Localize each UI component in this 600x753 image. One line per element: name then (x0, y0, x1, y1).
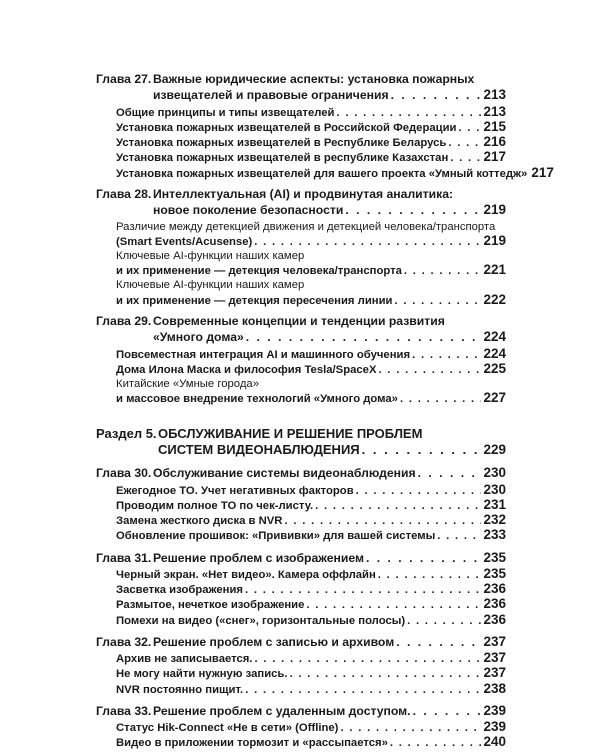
toc-entry (116, 150, 506, 165)
chapter-heading-continued (96, 202, 506, 218)
toc-entry (116, 347, 506, 362)
entry-page-number: 230 (483, 481, 506, 497)
chapter-label: Глава 28. (96, 186, 152, 201)
entry-title: Помехи на видео («снег», горизонтальные полосы) (116, 614, 406, 627)
entry-title: и массовое внедрение технологий «Умного дома» (116, 393, 398, 406)
chapter-title: Решение проблем с изображением (153, 550, 364, 565)
leader-dots (345, 203, 481, 218)
entry-title: Видео в приложении тормозит и «рассыпается» (116, 737, 388, 750)
leader-dots (400, 392, 482, 406)
toc-entry (116, 666, 506, 681)
chapter-heading (96, 72, 506, 87)
toc-entry (116, 613, 506, 628)
toc-entry (116, 597, 506, 612)
entry-list (96, 719, 506, 752)
toc-entry (116, 362, 506, 377)
entry-page-number: 221 (483, 262, 506, 278)
chapter-28 (96, 187, 506, 310)
leader-dots (396, 635, 481, 650)
entry-title: Установка пожарных извещателей в Российской Федерации (116, 122, 457, 135)
chapter-label: Глава 29. (96, 313, 152, 328)
toc-entry (116, 567, 506, 582)
chapter-title-line-2: извещателей и правовые ограничения (153, 88, 389, 103)
toc-entry (116, 220, 506, 249)
leader-dots (366, 551, 481, 566)
entry-page-number: 227 (483, 390, 506, 406)
toc-entry (116, 682, 506, 697)
entry-title: и их применение — детекция человека/транспорта (116, 265, 402, 278)
chapter-label: Глава 33. (96, 703, 152, 718)
entry-title: (Smart Events/Acusense) (116, 235, 253, 248)
chapter-title-line-1: Важные юридические аспекты: установка пожарных (153, 72, 475, 86)
entry-title: Повсеместная интеграция AI и машинного обучения (116, 348, 411, 361)
chapter-page-number: 235 (483, 549, 506, 565)
chapter-title-line-2: новое поколение безопасности (153, 203, 344, 218)
leader-dots (254, 235, 481, 249)
chapter-30 (96, 465, 506, 545)
toc-entry (116, 651, 506, 666)
chapter-31 (96, 550, 506, 630)
leader-dots (379, 363, 482, 377)
toc-entry (116, 498, 506, 513)
chapter-heading (96, 465, 506, 481)
entry-page-number: 236 (483, 611, 506, 627)
toc-entry (116, 120, 506, 135)
chapter-title: Решение проблем с записью и архивом (153, 634, 395, 649)
leader-dots (394, 294, 481, 308)
toc-entry (116, 105, 506, 120)
toc-entry (116, 582, 506, 597)
section-title-line-2: СИСТЕМ ВИДЕОНАБЛЮДЕНИЯ (158, 441, 360, 457)
chapter-page-number: 237 (483, 633, 506, 649)
entry-title: Установка пожарных извещателей в республике Казахстан (116, 152, 449, 165)
leader-dots (315, 499, 481, 513)
chapter-page-number: 213 (483, 87, 506, 103)
toc-entry (116, 278, 506, 307)
entry-page-number: 236 (483, 596, 506, 612)
entry-title: Архив не записывается. (116, 653, 253, 666)
chapter-label: Глава 27. (96, 72, 152, 86)
toc-entry (116, 720, 506, 735)
chapter-32 (96, 634, 506, 699)
leader-dots (362, 442, 482, 457)
entry-title: Общие принципы и типы извещателей (116, 106, 335, 119)
chapter-heading (96, 703, 506, 719)
chapter-label: Глава 32. (96, 634, 152, 649)
entry-list (96, 219, 506, 310)
entry-page-number: 240 (483, 734, 506, 750)
entry-title: Проводим полное ТО по чек-листу. (116, 499, 314, 512)
entry-page-number: 232 (483, 512, 506, 528)
entry-page-number: 222 (483, 291, 506, 307)
entry-title: Установка пожарных извещателей в Республике Беларусь (116, 137, 447, 150)
chapter-29 (96, 314, 506, 409)
entry-title: Ежегодное ТО. Учет негативных факторов (116, 484, 354, 497)
leader-dots (390, 736, 482, 750)
chapter-page-number: 219 (483, 202, 506, 218)
entry-page-number: 236 (483, 581, 506, 597)
chapter-page-number: 239 (483, 702, 506, 718)
chapter-page-number: 230 (483, 465, 506, 481)
entry-title-line-1: Китайские «Умные города» (116, 378, 259, 391)
toc-entry (116, 249, 506, 278)
leader-dots (413, 704, 482, 719)
entry-title: Дома Илона Маска и философия Tesla/SpaceX (116, 363, 377, 376)
leader-dots (245, 683, 481, 697)
leader-dots (404, 264, 482, 278)
section-heading (96, 426, 506, 441)
entry-page-number: 224 (483, 345, 506, 361)
entry-page-number: 238 (483, 680, 506, 696)
leader-dots (437, 529, 481, 543)
table-of-contents (96, 72, 554, 753)
entry-page-number: 233 (483, 527, 506, 543)
entry-title: Установка пожарных извещателей для вашего проекта «Умный коттедж» (116, 167, 528, 180)
chapter-title-line-1: Интеллектуальная (AI) и продвинутая аналитика: (153, 186, 454, 201)
leader-dots (255, 652, 482, 666)
chapter-heading-continued (96, 329, 506, 345)
entry-page-number: 235 (483, 565, 506, 581)
leader-dots (378, 568, 482, 582)
entry-title: Черный экран. «Нет видео». Камера оффлайн (116, 568, 376, 581)
entry-title-line-1: Ключевые AI-функции наших камер (116, 250, 305, 263)
leader-dots (418, 466, 482, 481)
entry-page-number: 216 (483, 134, 506, 150)
entry-page-number: 219 (483, 232, 506, 248)
section-5 (96, 426, 506, 457)
toc-entry (116, 135, 506, 150)
chapter-heading-continued (96, 87, 506, 103)
chapter-label: Глава 31. (96, 550, 152, 565)
toc-entry (116, 483, 506, 498)
entry-list (96, 566, 506, 630)
section-page-number: 229 (483, 441, 506, 457)
leader-dots (391, 88, 482, 103)
leader-dots (245, 583, 481, 597)
toc-entry (116, 164, 554, 181)
chapter-label: Глава 30. (96, 466, 152, 481)
leader-dots (290, 667, 482, 681)
entry-title: Замена жесткого диска в NVR (116, 515, 283, 528)
chapter-heading (96, 314, 506, 329)
section-title-line-1: ОБСЛУЖИВАНИЕ И РЕШЕНИЕ ПРОБЛЕМ (158, 426, 423, 442)
leader-dots (412, 348, 481, 362)
entry-page-number: 217 (531, 164, 554, 180)
toc-entry (116, 377, 506, 406)
entry-list (96, 650, 506, 699)
entry-page-number: 213 (483, 103, 506, 119)
leader-dots (458, 121, 481, 135)
entry-title: Засветка изображения (116, 584, 244, 597)
leader-dots (337, 106, 482, 120)
toc-entry (116, 528, 506, 543)
chapter-heading (96, 550, 506, 566)
entry-title: Не могу найти нужную запись. (116, 668, 288, 681)
section-label: Раздел 5. (96, 426, 157, 442)
leader-dots (450, 151, 481, 165)
leader-dots (340, 721, 481, 735)
entry-list (96, 482, 506, 546)
entry-page-number: 239 (483, 719, 506, 735)
entry-page-number: 217 (483, 149, 506, 165)
entry-page-number: 231 (483, 496, 506, 512)
chapter-title-line-1: Современные концепции и тенденции развития (153, 313, 445, 328)
entry-title: и их применение — детекция пересечения линии (116, 294, 393, 307)
leader-dots (407, 614, 481, 628)
entry-title: NVR постоянно пищит. (116, 683, 244, 696)
toc-entry (116, 735, 506, 750)
entry-title-line-1: Ключевые AI-функции наших камер (116, 279, 305, 292)
leader-dots (448, 136, 481, 150)
entry-page-number: 225 (483, 360, 506, 376)
entry-page-number: 215 (483, 119, 506, 135)
chapter-title-line-2: «Умного дома» (153, 330, 244, 345)
chapter-heading (96, 634, 506, 650)
chapter-title: Решение проблем с удаленным доступом. (153, 703, 411, 718)
toc-entry (116, 513, 506, 528)
entry-title: Размытое, нечеткое изображение (116, 599, 305, 612)
entry-title: Статус Hik-Connect «Не в сети» (Offline) (116, 722, 339, 735)
section-heading-continued (96, 442, 506, 457)
leader-dots (356, 484, 482, 498)
chapter-heading (96, 187, 506, 202)
chapter-page-number: 224 (483, 329, 506, 345)
entry-title: Обновление прошивок: «Прививки» для вашей системы (116, 530, 436, 543)
chapter-title: Обслуживание системы видеонаблюдения (153, 466, 416, 481)
chapter-27 (96, 72, 554, 183)
leader-dots (284, 514, 481, 528)
chapter-33 (96, 703, 506, 753)
leader-dots (306, 598, 481, 612)
entry-list (96, 346, 506, 409)
entry-list (96, 103, 554, 183)
leader-dots (246, 330, 482, 345)
entry-page-number: 237 (483, 665, 506, 681)
entry-page-number: 237 (483, 650, 506, 666)
entry-title-line-1: Различие между детекцией движения и детекцией человека/транспорта (116, 220, 496, 233)
